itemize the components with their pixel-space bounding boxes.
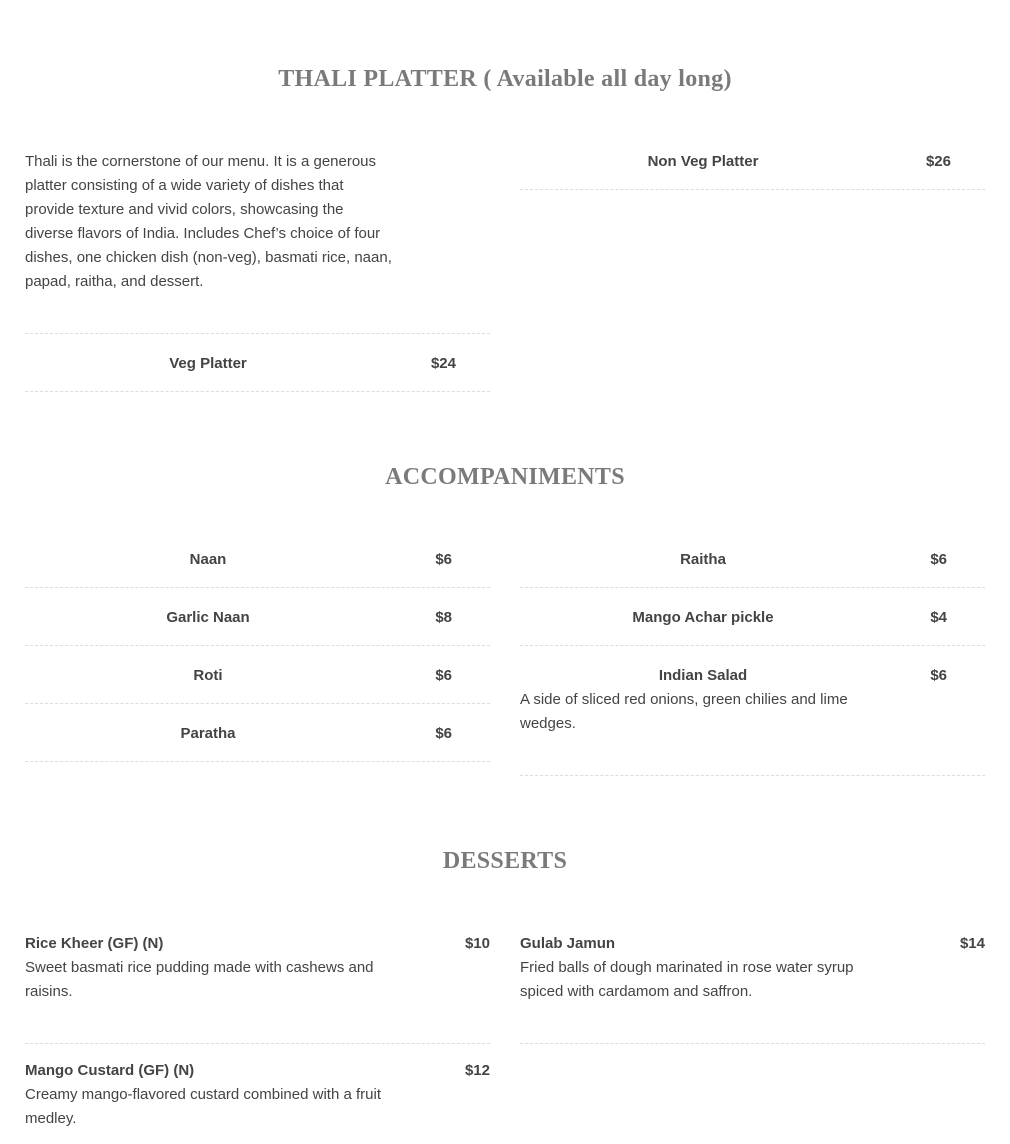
item-name: Rice Kheer (GF) (N) [25, 935, 164, 952]
menu-item-garlic-naan [25, 606, 490, 630]
item-name: Paratha [180, 725, 236, 742]
divider [520, 645, 985, 646]
item-price: $24 [430, 355, 456, 372]
menu-item-mango-achar-pickle [520, 606, 985, 630]
item-price: $6 [930, 667, 947, 684]
item-price: $6 [435, 725, 452, 742]
item-name: Non Veg Platter [647, 153, 759, 170]
divider [25, 1043, 490, 1044]
item-price: $8 [435, 609, 452, 626]
menu-item-roti [25, 664, 490, 688]
item-name: Mango Achar pickle [632, 609, 774, 626]
menu-item-paratha [25, 722, 490, 746]
item-price: $4 [930, 609, 947, 626]
item-name: Garlic Naan [166, 609, 250, 626]
item-price: $12 [464, 1062, 490, 1079]
divider [520, 1043, 985, 1044]
divider [25, 761, 490, 762]
item-name: Raitha [680, 551, 726, 568]
item-price: $6 [435, 551, 452, 568]
item-description: A side of sliced red onions, green chilies and lime wedges. [520, 691, 848, 732]
thali-section-title: THALI PLATTER ( Available all day long) [278, 66, 732, 92]
item-name: Veg Platter [169, 355, 247, 372]
divider [25, 645, 490, 646]
item-price: $6 [930, 551, 947, 568]
menu-item-gulab-jamun [520, 932, 985, 1004]
item-price: $6 [435, 667, 452, 684]
divider [25, 333, 490, 334]
item-description: Sweet basmati rice pudding made with cashews and raisins. [25, 959, 374, 1000]
menu-item-naan [25, 548, 490, 572]
menu-item-raitha [520, 548, 985, 572]
menu-item-rice-kheer [25, 932, 490, 1004]
item-name: Naan [189, 551, 227, 568]
menu-item-indian-salad [520, 664, 985, 688]
divider [520, 775, 985, 776]
item-price: $10 [464, 935, 490, 952]
item-name: Roti [193, 667, 223, 684]
item-description: Fried balls of dough marinated in rose water syrup spiced with cardamom and saffron. [520, 959, 854, 1000]
item-name: Indian Salad [658, 667, 748, 684]
menu-item-mango-custard [25, 1059, 490, 1131]
accompaniments-section-title: ACCOMPANIMENTS [385, 464, 625, 490]
thali-description: Thali is the cornerstone of our menu. It is a generous platter consisting of a wide variety of dishes that provide texture and vivid colors, showcasing the diverse flavors of India. Includes Chef’s choice of four dishes, one chicken dish (non-veg), basmati rice, naan, papad, raitha, and dessert. [25, 153, 392, 290]
divider [25, 703, 490, 704]
divider [520, 189, 985, 190]
item-description: Creamy mango-flavored custard combined with a fruit medley. [25, 1086, 381, 1127]
divider [25, 391, 490, 392]
item-name: Mango Custard (GF) (N) [25, 1062, 195, 1079]
item-price: $14 [959, 935, 985, 952]
divider [520, 587, 985, 588]
item-price: $26 [925, 153, 951, 170]
item-name: Gulab Jamun [520, 935, 616, 952]
desserts-section-title: DESSERTS [442, 848, 568, 874]
menu-item-veg-platter [25, 352, 490, 376]
divider [25, 587, 490, 588]
menu-item-non-veg-platter [520, 150, 985, 174]
